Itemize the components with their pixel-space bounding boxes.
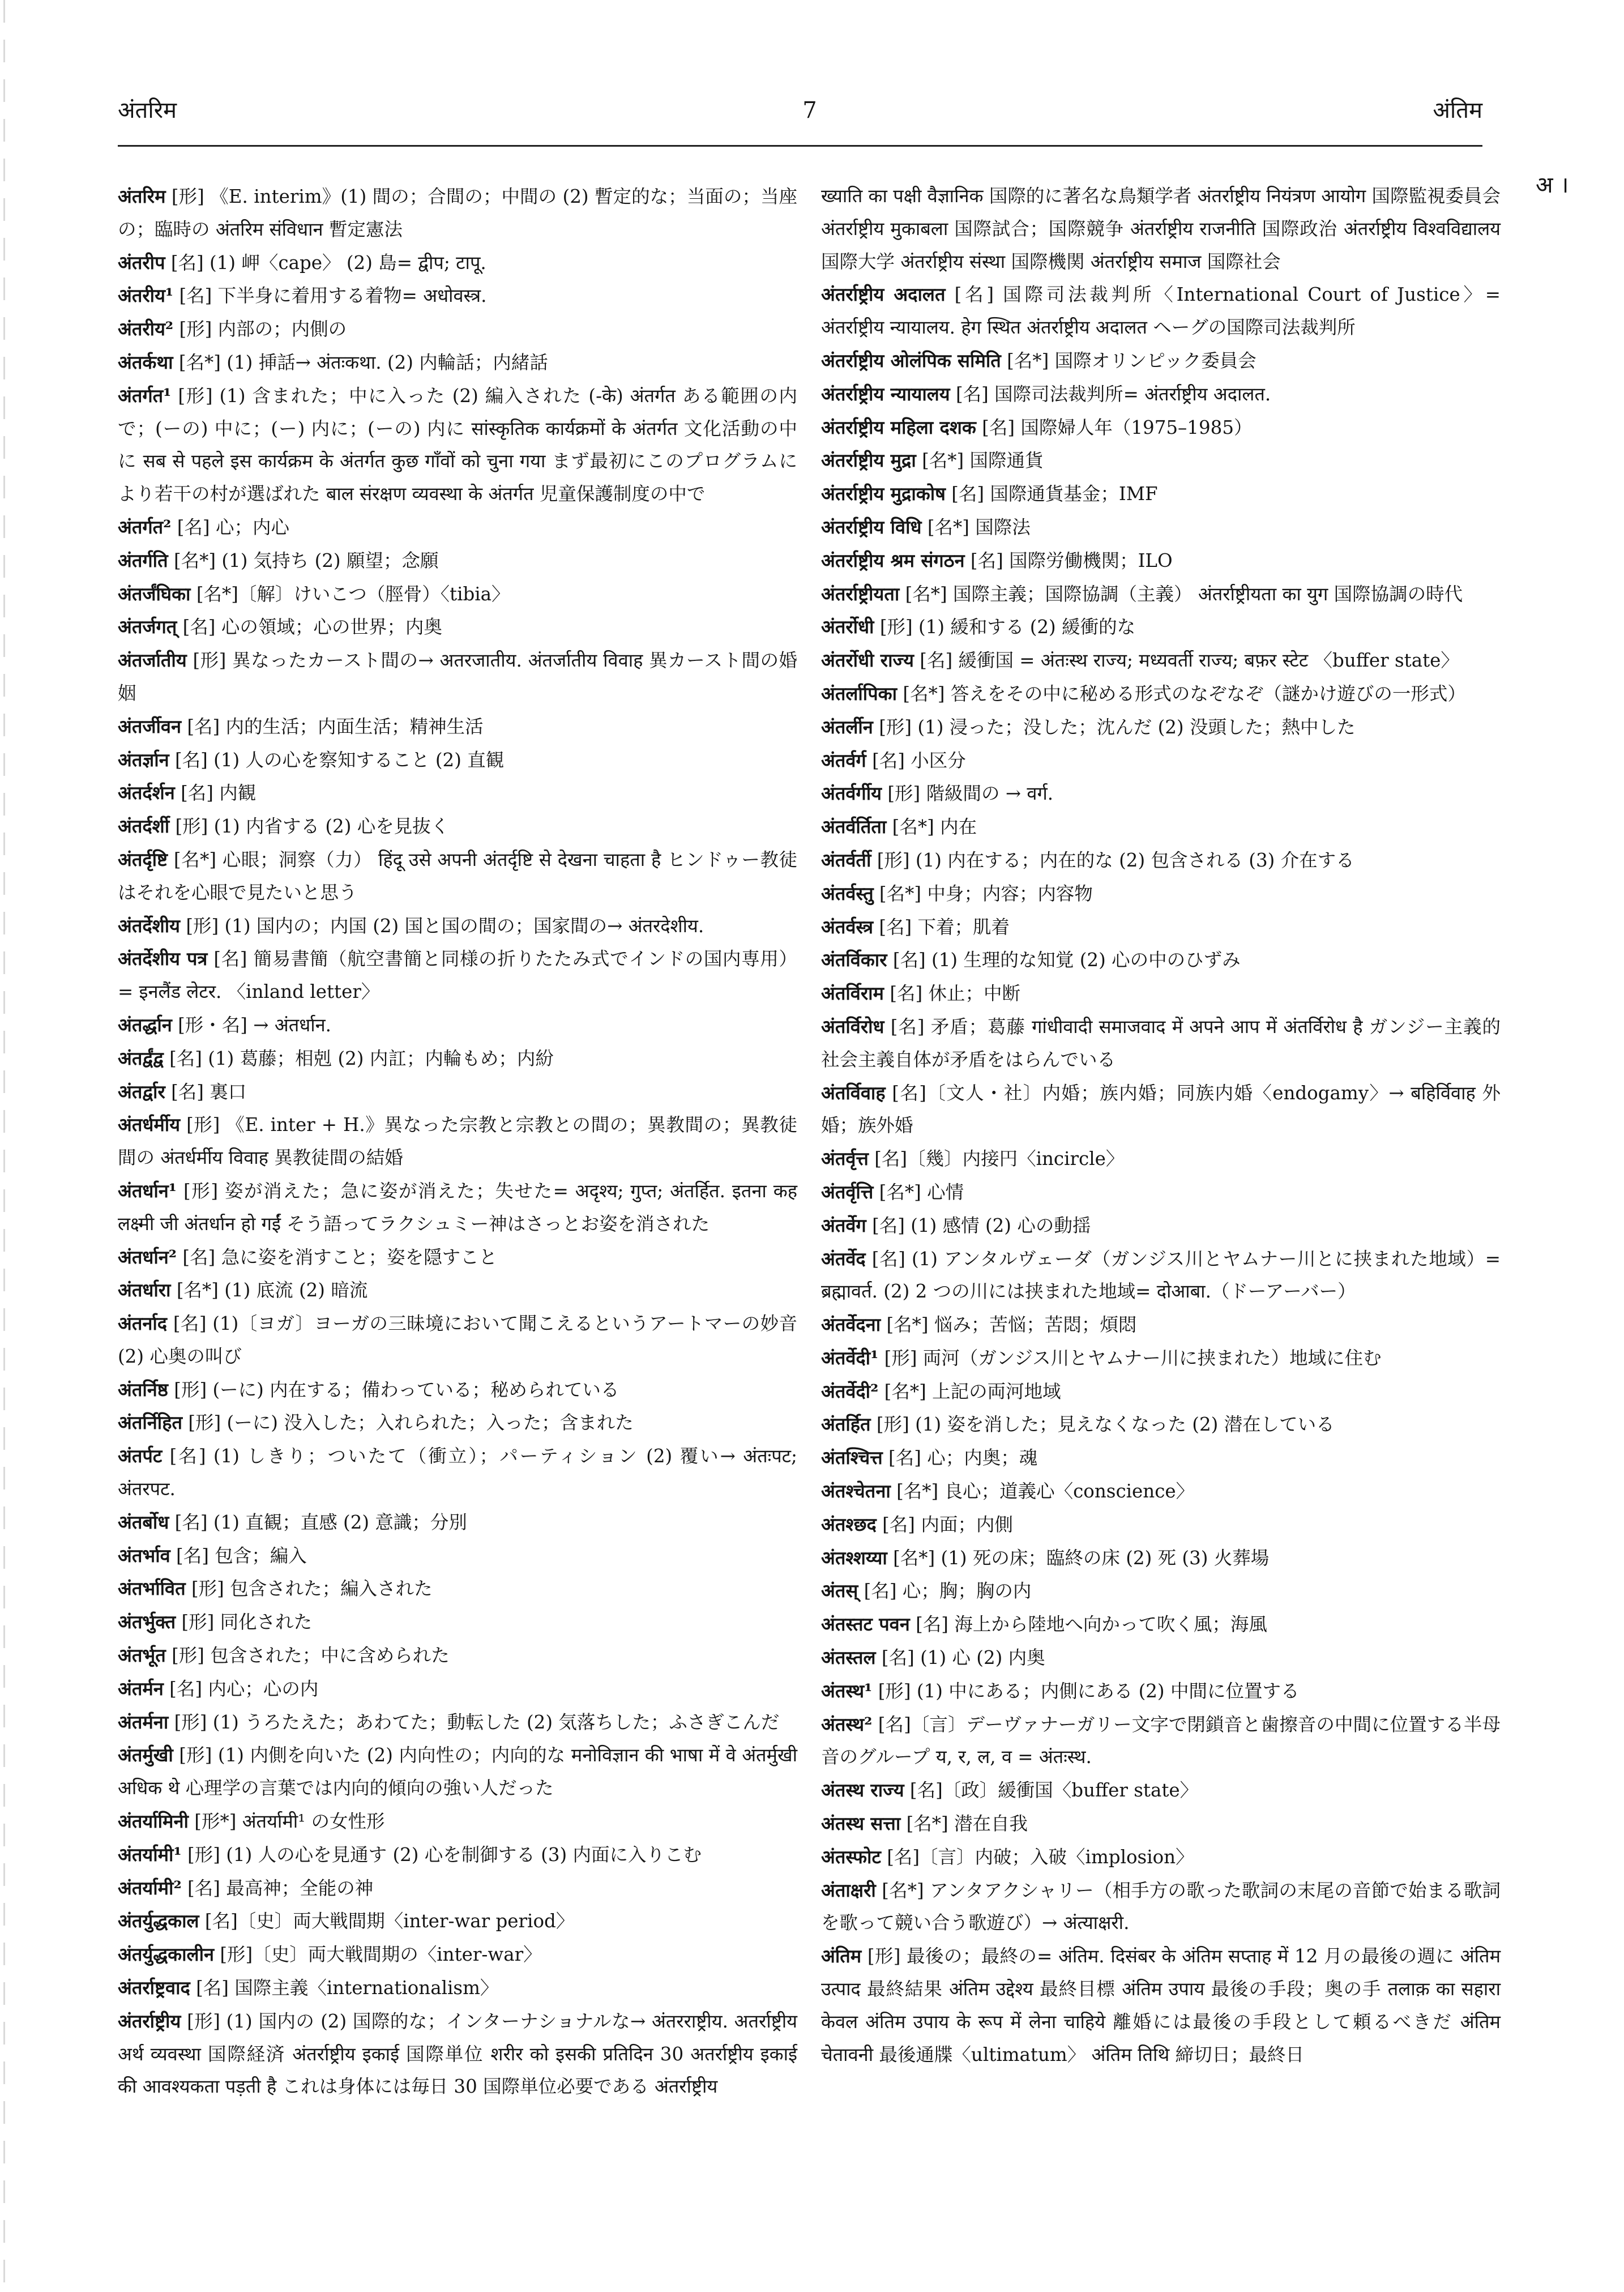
entry-headword: अंतस्तल [821,1646,876,1669]
entry-definition: [形] 両河（ガンジス川とヤムナー川に挟まれた）地域に住む [878,1347,1382,1369]
entry-definition: [名*] 中身；内容；内容物 [873,882,1093,904]
entry-definition: [名] 国際主義〈internationalism〉 [190,1977,499,1999]
entry-definition: [名] 簡易書簡（航空書簡と同様の折りたたみ式でインドの国内専用）= इनलैंड लेटर. 〈inland letter〉 [118,948,797,1003]
entry-headword: अंतर्वेदी² [821,1380,879,1402]
entry-definition: [形] (1) うろたえた；あわてた；動転した (2) 気落ちした；ふさぎこんだ [168,1711,780,1733]
entry-headword: अंतर्मन [118,1677,164,1700]
dictionary-entry [118,379,797,511]
dictionary-entry [118,1838,797,1872]
dictionary-entry [118,1938,797,1971]
entry-definition: [名] 裏口 [165,1081,247,1103]
dictionary-entry [118,1042,797,1075]
entry-definition: [形] 《E. interim》(1) 間の；合間の；中間の (2) 暫定的な；当面の；当座の；臨時の अंतरिम संविधान 暫定憲法 [118,186,797,240]
dictionary-entry [118,279,797,313]
dictionary-entry [821,1542,1501,1575]
dictionary-entry [821,644,1501,677]
dictionary-entry [118,544,797,578]
entry-headword: अंतर्वस्तु [821,882,874,904]
entry-definition: [名*] 答えをその中に秘める形式のなぞなぞ（謎かけ遊びの一形式） [897,682,1466,705]
dictionary-entry [821,444,1501,477]
entry-definition: [名]〔史〕両大戦間期〈inter-war period〉 [199,1910,575,1932]
entry-headword: अंतर्विराम [821,982,884,1005]
entry-headword: अंतर्जगत् [118,616,177,638]
entry-headword: अंतर्मुखी [118,1744,173,1766]
entry-definition: [形] 異なったカースト間の→ अतरजातीय. अंतर्जातीय विवाह 異カースト間の婚姻 [118,650,797,704]
entry-headword: अंतस्थ राज्य [821,1779,904,1802]
entry-definition: [形] 姿が消えた；急に姿が消えた；失せた= अदृश्य; गुप्त; अंतर्हित. इतना कह लक्ष्मी जी अंतर्धान हो गईं そう語ってラクシュミー神はさっとお姿を消された [118,1180,797,1235]
header-rule [118,145,1482,147]
entry-definition: [名*] 国際通貨 [916,450,1044,472]
entry-definition: [名] 心；内奥；魂 [882,1447,1038,1469]
dictionary-entry [118,1572,797,1606]
entry-headword: अंतर्यामिनी [118,1810,189,1833]
dictionary-entry [118,1440,797,1506]
entry-definition: [名*] 国際オリンピック委員会 [1001,349,1257,372]
dictionary-entry [118,1606,797,1639]
entry-headword: अंतर्रोधी [821,616,874,638]
entry-definition: [形] 同化された [176,1611,313,1633]
entry-headword: अंतर्लीन [821,715,873,738]
entry-definition: [名] 小区分 [866,749,966,771]
dictionary-entry [118,346,797,379]
entry-headword: अंतरीप [118,251,165,274]
entry-headword: अंताक्षरी [821,1879,876,1901]
dictionary-entry [821,777,1501,810]
dictionary-entry [821,711,1501,744]
dictionary-entry [118,744,797,777]
entry-headword: अंतर्युद्धकालीन [118,1943,215,1966]
entry-definition: [名*] (1) 死の床；臨終の床 (2) 死 (3) 火葬場 [887,1547,1270,1569]
entry-headword: अंतस्थ सत्ता [821,1812,901,1835]
entry-headword: अंतर्जंघिका [118,582,191,605]
dictionary-entry [821,1077,1501,1143]
dictionary-entry [821,944,1501,977]
entry-definition: [名] 休止；中断 [884,983,1021,1005]
entry-headword: अंतरीय¹ [118,284,174,307]
entry-headword: अंतर्राष्ट्रीय न्यायालय [821,382,950,405]
entry-definition: [名] 内面；内側 [876,1513,1013,1535]
dictionary-entry [118,1739,797,1805]
entry-definition: [名] (1) 生理的な知覚 (2) 心の中のひずみ [887,949,1241,971]
entry-headword: अंतर्निहित [118,1411,183,1434]
entry-definition: [名] 緩衝国 = अंतःस्थ राज्य; मध्यवर्ती राज्य; बफ़र स्टेट 〈buffer state〉 [913,650,1459,672]
entry-headword: अंतर्ज्ञान [118,748,169,771]
dictionary-entry [821,378,1501,411]
dictionary-entry [821,744,1501,778]
entry-headword: अंतिम [821,1945,862,1967]
dictionary-entry [821,877,1501,911]
entry-definition: [名] (1) 心 (2) 内奥 [875,1647,1045,1669]
entry-headword: अंतर्देशीय [118,914,180,937]
dictionary-entry [821,844,1501,877]
entry-definition: [形] (1) 緩和する (2) 緩衝的な [874,616,1136,638]
entry-headword: अंतर्द्वार [118,1080,165,1103]
entry-definition: [名*] (1) 底流 (2) 暗流 [170,1279,368,1301]
entry-headword: अंतर्धान² [118,1245,177,1268]
entry-headword: अंतर्यामी² [118,1876,182,1899]
entry-definition: [形] (1) 国内の (2) 国際的な；インターナショナルな→ अंतरराष्ट्रीय. अतर्राष्ट्रीय अर्थ व्यवस्था 国際経済 अंतर्राष्ट्रीय इकाई 国際単位 शरीर को इसकी प्रतिदिन 30 अतर्राष्ट्रीय इकाई की आवश्यकता पड़ती है これは身体には毎日 30 国際単位必要である अंतर्राष्ट्रीय [118,2010,797,2098]
entry-definition: [名]〔幾〕内接円〈incircle〉 [868,1148,1125,1170]
dictionary-entry [821,1608,1501,1641]
entry-headword: अंतर्राष्ट्रीय अदालत [821,283,946,306]
entry-headword: अंतर्राष्ट्रीय मुद्रा [821,449,916,472]
scan-edge [3,0,5,2292]
entry-headword: अंतरिम [118,185,166,207]
entry-definition: [名]〔文人・社〕内婚；族内婚；同族内婚〈endogamy〉→ बहिर्विवाह 外婚；族外婚 [821,1082,1501,1137]
thumb-index: अ । [1536,172,1569,198]
entry-headword: अंतर्राष्ट्रीयता [821,582,900,605]
entry-definition: [形] (1) 含まれた；中に入った (2) 編入された (-के) अंतर्गत ある範囲の内で；(ーの) 中に；(ー) 内に；(ーの) 内に सांस्कृतिक कार्यक्रमों के अंतर्गत 文化活動の中に सब से पहले इस कार्यक्रम के अंतर्गत कुछ गाँवों को चुना गया まず最初にこのプログラムにより若干の村が選ばれた बाल संरक्षण व्यवस्था के अंतर्गत 児童保護制度の中で [118,385,797,505]
entry-headword: अंतर्जातीय [118,649,187,672]
entry-headword: अंतर्रोधी राज्य [821,649,914,672]
entry-definition: [名] 内心；心の内 [163,1678,319,1700]
entry-definition: [形] 包含された；中に含められた [165,1645,450,1667]
dictionary-entry [118,1506,797,1539]
dictionary-entry [118,1108,797,1175]
entry-definition: [名] 下半身に着用する着物= अधोवस्त्र. [173,285,487,307]
entry-definition: [形・名] → अंतर्धान. [172,1014,331,1036]
entry-headword: अंतर्दृष्टि [118,848,168,870]
dictionary-entry [821,1774,1501,1807]
dictionary-entry [821,911,1501,944]
entry-headword: अंतर्यामी¹ [118,1843,182,1866]
entry-definition: [名]〔政〕緩衝国〈buffer state〉 [904,1779,1199,1802]
entry-definition: [名] 国際司法裁判所〈International Court of Justice〉= अंतर्राष्ट्रीय न्यायालय. हेग स्थित अंतर्राष्ट्रीय अदालत ヘーグの国際司法裁判所 [821,284,1501,339]
entry-headword: अंतर्वस्त्र [821,915,874,938]
entry-definition: [名] 矛盾；葛藤 गांधीवादी समाजवाद में अपने आप में अंतर्विरोध है ガンジー主義的社会主義自体が矛盾をはらんでいる [821,1015,1501,1070]
entry-definition: [形] (1) 人の心を見通す (2) 心を制御する (3) 内面に入りこむ [181,1843,702,1866]
entry-headword: अंतर्नाद [118,1312,168,1335]
dictionary-entry [821,578,1501,611]
entry-headword: अंतर्पट [118,1445,163,1467]
dictionary-entry [118,1872,797,1905]
dictionary-entry [821,1375,1501,1409]
entry-definition: [名] 国際通貨基金；IMF [945,483,1158,505]
dictionary-entry [821,1308,1501,1342]
dictionary-entry [118,644,797,710]
dictionary-entry [118,1672,797,1706]
entry-headword: अंतर्वर्गीय [821,782,882,805]
entry-headword: अंतर्राष्ट्रीय ओलंपिक समिति [821,349,1001,372]
entry-definition: ख्याति का पक्षी वैज्ञानिक 国際的に著名な鳥類学者 अंतर्राष्ट्रीय नियंत्रण आयोग 国際監視委員会 अंतर्राष्ट्रीय मुकाबला 国際試合；国際競争 अंतर्राष्ट्रीय राजनीति 国際政治 अंतर्राष्ट्रीय विश्वविद्यालय 国際大学 अंतर्राष्ट्रीय संस्था 国際機関 अंतर्राष्ट्रीय समाज 国際社会 [821,185,1501,272]
entry-headword: अंतर्द्धान [118,1013,172,1036]
dictionary-entry [118,1307,797,1373]
entry-headword: अंतर्वेग [821,1214,866,1236]
entry-headword: अंतर्देशीय पत्र [118,947,208,970]
dictionary-entry [821,544,1501,578]
entry-definition: [形] 階級間の → वर्ग. [882,783,1054,805]
dictionary-entry [118,1373,797,1407]
entry-definition: [名] 心；胸；胸の内 [858,1580,1032,1602]
entry-definition: [名] (1) 葛藤；相剋 (2) 内訌；内輪もめ；内紛 [163,1047,554,1069]
entry-headword: अंतर्मना [118,1710,169,1733]
running-head-right: अंतिम [1433,97,1482,123]
dictionary-entry [118,843,797,910]
dictionary-entry [821,1874,1501,1940]
entry-headword: अंतर्वेदी¹ [821,1346,879,1369]
entry-headword: अंतर्वर्तिता [821,816,887,838]
dictionary-entry [821,180,1501,278]
entry-definition: [名*] (1) 気持ち (2) 願望；念願 [168,549,439,571]
entry-headword: अंतर्वर्ग [821,749,866,771]
page-number: 7 [802,97,817,123]
entry-definition: [形] (1) 国内の；内国 (2) 国と国の間の；国家間の→ अंतरदेशीय. [180,915,704,937]
dictionary-entry [821,1209,1501,1243]
dictionary-entry [118,942,797,1009]
dictionary-entry [118,1406,797,1440]
entry-definition: [名*] 良心；道義心〈conscience〉 [890,1480,1195,1503]
entry-definition: [名]〔言〕デーヴァナーガリー文字で閉鎖音と歯擦音の中間に位置する半母音のグループ य, र, ल, व = अंतःस्थ. [821,1713,1501,1768]
entry-definition: [形] 最後の；最終の= अंतिम. दिसंबर के अंतिम सप्ताह में 12 月の最後の週に अंतिम उत्पाद 最終結果 अंतिम उद्देश्य 最終目標 अंतिम उपाय 最後の手段；奥の手 तलाक़ का सहारा केवल अंतिम उपाय के रूप में लेना चाहिये 離婚には最後の手段として頼るべきだ अंतिम चेतावनी 最後通牒〈ultimatum〉 अंतिम तिथि 締切日；最終日 [821,1945,1501,2065]
entry-headword: अंतर्राष्ट्रीय श्रम संगठन [821,549,965,571]
entry-headword: अंतस्फोट [821,1845,881,1868]
entry-definition: [名*] 国際主義；国際協調（主義） अंतर्राष्ट्रीयता का युग 国際協調の時代 [899,583,1463,605]
entry-definition: [名] 心の領域；心の世界；内奥 [177,616,442,638]
dictionary-entry [821,344,1501,378]
entry-definition: [形] (1) 浸った；没した；沈んだ (2) 没頭した；熱中した [873,716,1356,738]
entry-headword: अंतर्राष्ट्रीय मुद्राकोष [821,483,946,505]
dictionary-entry [118,1971,797,2005]
dictionary-entry [118,180,797,246]
left-column [118,180,797,2103]
dictionary-entry [118,1905,797,1938]
entry-headword: अंतर्जीवन [118,715,181,737]
entry-definition: [名*] 内在 [886,816,977,838]
entry-definition: [名*]〔解〕けいこつ（脛骨）〈tibia〉 [190,583,510,605]
entry-headword: अंतर्राष्ट्रीय महिला दशक [821,416,976,438]
entry-definition: [名] (1) 人の心を察知すること (2) 直観 [169,749,505,771]
dictionary-entry [118,1805,797,1838]
dictionary-entry [821,810,1501,844]
entry-definition: [名*] 潜在自我 [900,1813,1028,1835]
entry-headword: अंतर्दर्शन [118,782,175,804]
entry-definition: [名] 海上から陸地へ向かって吹く風；海風 [909,1614,1267,1636]
entry-definition: [名*] 上記の両河地域 [878,1380,1061,1402]
dictionary-entry [118,1639,797,1672]
entry-definition: [名*] 心情 [873,1181,964,1203]
entry-headword: अंतश्चेतना [821,1480,891,1503]
dictionary-entry [821,1807,1501,1841]
entry-definition: [名] 心；内心 [171,516,289,538]
entry-headword: अंतर्भाव [118,1544,170,1567]
entry-headword: अंतर्गत¹ [118,384,172,407]
entry-headword: अंतर्गति [118,549,168,571]
dictionary-entry [118,1009,797,1042]
entry-definition: [名] 国際司法裁判所= अंतर्राष्ट्रीय अदालत. [950,383,1271,405]
dictionary-entry [821,1441,1501,1475]
dictionary-entry [821,977,1501,1010]
entry-definition: [名*] 悩み；苦悩；苦悶；煩悶 [881,1314,1137,1336]
entry-headword: अंतर्वर्ती [821,848,871,871]
entry-headword: अंतर्राष्ट्रीय [118,2009,181,2032]
dictionary-entry [821,1142,1501,1176]
entry-definition: [名] 最高神；全能の神 [181,1877,374,1899]
entry-definition: [名*] 心眼；洞察（力） हिंदू उसे अपनी अंतर्दृष्टि से देखना चाहता है ヒンドゥー教徒はそれを心眼で見たいと思う [118,848,797,903]
entry-definition: [形*] अंतर्यामी¹ の女性形 [188,1811,385,1833]
dictionary-entry [118,1274,797,1307]
dictionary-entry [821,1176,1501,1209]
dictionary-entry [118,710,797,744]
entry-definition: [形] (ーに) 没入した；入れられた；入った；含まれた [182,1412,634,1434]
entry-headword: अंतर्निष्ठ [118,1378,168,1401]
entry-headword: अंतश्छद [821,1513,877,1535]
entry-definition: [名] (1) 直観；直感 (2) 意識；分別 [169,1511,467,1533]
entry-definition: [名]〔言〕内破；入破〈implosion〉 [881,1846,1194,1868]
entry-headword: अंतर्राष्ट्रीय विधि [821,515,922,538]
dictionary-entry [821,1408,1501,1441]
entry-headword: अंतस्थ¹ [821,1679,873,1702]
entry-headword: अंतर्लापिका [821,682,898,705]
entry-headword: अंतर्भुक्त [118,1611,176,1633]
entry-definition: [名] (1) 感情 (2) 心の動揺 [866,1214,1091,1236]
entry-headword: अंतश्शय्या [821,1546,887,1569]
dictionary-entry [821,677,1501,711]
entry-definition: [形] (1) 内省する (2) 心を見抜く [169,816,450,838]
entry-definition: [名] 包含；編入 [170,1544,307,1567]
entry-headword: अंतर्कथा [118,351,173,373]
dictionary-entry [821,611,1501,644]
entry-headword: अंतर्द्वंद्व [118,1047,164,1069]
dictionary-entry [821,1940,1501,2071]
entry-definition: [形] 《E. inter + H.》異なった宗教と宗教との間の；異教間の；異教徒間の अंतर्धर्मीय विवाह 異教徒間の結婚 [118,1114,797,1169]
dictionary-entry [118,578,797,611]
entry-definition: [名] (1) アンタルヴェーダ（ガンジス川とヤムナー川とに挟まれた地域）= ब्रह्मावर्त. (2) 2 つの川には挟まれた地域= दोआबा.（ドーアーバー） [821,1248,1501,1303]
entry-headword: अंतर्वेद [821,1247,866,1270]
entry-headword: अंतर्राष्ट्रवाद [118,1977,190,1999]
dictionary-entry [118,1075,797,1109]
dictionary-entry [118,1241,797,1274]
entry-headword: अंतस् [821,1580,858,1602]
dictionary-entry [821,1641,1501,1675]
dictionary-entry [821,477,1501,511]
entry-headword: अंतर्धान¹ [118,1179,177,1202]
entry-definition: [名*] 国際法 [921,516,1031,538]
dictionary-entry [118,776,797,810]
running-head-left: अंतरिम [118,97,177,123]
entry-headword: अंतर्विवाह [821,1081,886,1104]
dictionary-entry [821,1841,1501,1874]
entry-headword: अंतर्हित [821,1413,871,1436]
entry-definition: [名] 国際婦人年（1975–1985） [976,416,1253,438]
entry-definition: [名] (1) 岬〈cape〉 (2) 島= द्वीप; टापू. [165,251,486,274]
entry-definition: [形] 包含された；編入された [185,1578,433,1600]
dictionary-entry [118,1175,797,1241]
entry-headword: अंतर्युद्धकाल [118,1910,199,1932]
entry-headword: अंतश्चित्त [821,1446,883,1469]
entry-definition: [名] (1)〔ヨガ〕ヨーガの三昧境において聞こえるというアートマーの妙音 (2) 心奥の叫び [118,1313,797,1367]
dictionary-entry [118,511,797,544]
dictionary-entry [118,313,797,346]
dictionary-entry [821,278,1501,344]
dictionary-entry [821,411,1501,445]
entry-headword: अंतर्वृत्त [821,1147,869,1170]
entry-headword: अंतर्वेदना [821,1313,881,1336]
entry-definition: [形] 内部の；内側の [173,318,347,340]
entry-headword: अंतर्विकार [821,949,887,971]
entry-definition: [名] 下着；肌着 [873,916,1010,938]
right-column [821,180,1501,2071]
entry-headword: अंतर्दर्शी [118,815,170,838]
entry-headword: अंतर्धर्मीय [118,1113,181,1136]
entry-headword: अंतस्तट पवन [821,1613,910,1636]
entry-headword: अंतर्विरोध [821,1015,884,1038]
entry-definition: [形]〔史〕両大戦間期の〈inter-war〉 [214,1944,542,1966]
entry-headword: अंतर्भूत [118,1644,166,1667]
entry-headword: अंतस्थ² [821,1713,873,1735]
entry-definition: [名] 内的生活；内面生活；精神生活 [181,715,484,737]
entry-definition: [名] 内観 [174,782,257,804]
dictionary-entry [821,1010,1501,1077]
entry-headword: अंतर्गत² [118,515,172,538]
entry-definition: [名*] (1) 挿話→ अंतःकथा. (2) 内輪話；内緒話 [173,351,548,373]
dictionary-entry [821,1243,1501,1309]
dictionary-entry [821,1574,1501,1608]
entry-definition: [名*] アンタアクシャリー（相手方の歌った歌詞の末尾の音節で始まる歌詞を歌って競い合う歌遊び）→ अंत्याक्षरी. [821,1879,1501,1934]
dictionary-entry [821,1475,1501,1508]
dictionary-entry [821,1342,1501,1375]
entry-definition: [形] (ーに) 内在する；備わっている；秘められている [168,1378,619,1401]
dictionary-entry [118,1539,797,1573]
entry-definition: [名] (1) しきり；ついたて（衝立）；パーティション (2) 覆い→ अंतःपट; अंतरपट. [118,1445,797,1500]
dictionary-entry [118,910,797,943]
entry-headword: अंतरीय² [118,318,174,340]
entry-definition: [形] (1) 姿を消した；見えなくなった (2) 潜在している [870,1414,1335,1436]
entry-definition: [形] (1) 内側を向いた (2) 内向性の；内向的な मनोविज्ञान की भाषा में वे अंतर्मुखी अधिक थे 心理学の言葉では内向的傾向の強い人だった [118,1744,797,1799]
dictionary-entry [821,1708,1501,1774]
dictionary-entry [118,1706,797,1739]
entry-definition: [形] (1) 内在する；内在的な (2) 包含される (3) 介在する [871,849,1354,871]
dictionary-entry [118,2005,797,2103]
entry-definition: [名] 急に姿を消すこと；姿を隠すこと [177,1246,498,1268]
entry-headword: अंतर्भावित [118,1577,186,1600]
entry-headword: अंतर्धारा [118,1279,171,1301]
dictionary-entry [821,511,1501,544]
entry-definition: [名] 国際労働機関；ILO [964,549,1173,571]
dictionary-entry [118,246,797,280]
dictionary-entry [821,1508,1501,1542]
entry-definition: [形] (1) 中にある；内側にある (2) 中間に位置する [872,1680,1300,1702]
dictionary-entry [118,611,797,644]
dictionary-entry [821,1675,1501,1708]
dictionary-entry [118,810,797,843]
entry-headword: अंतर्वृत्ति [821,1180,874,1203]
entry-headword: अंतर्बोध [118,1510,169,1533]
